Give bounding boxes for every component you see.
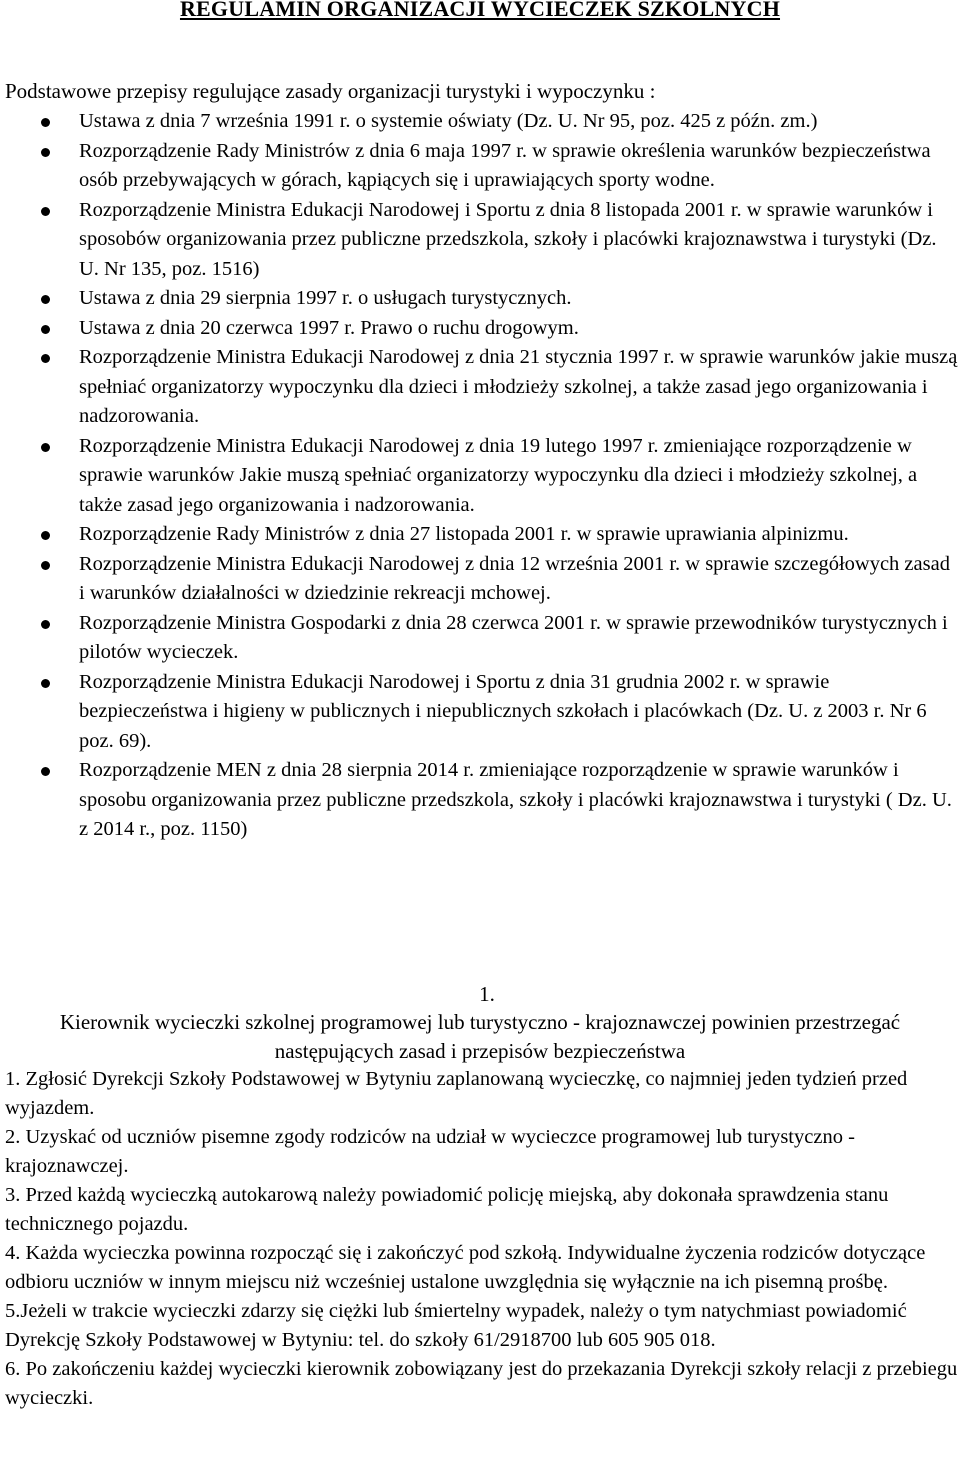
bullet-icon <box>41 148 50 157</box>
rule-item: 3. Przed każdą wycieczką autokarową należy powiadomić policję miejską, aby dokonała sprawdzenia stanu technicznego pojazdu. <box>5 1184 889 1235</box>
bullet-icon <box>41 679 50 688</box>
list-item <box>0 550 960 609</box>
list-item <box>0 284 960 314</box>
document-title: REGULAMIN ORGANIZACJI WYCIECZEK SZKOLNYCH <box>179 0 781 21</box>
section-heading: Kierownik wycieczki szkolnej programowej lub turystyczno - krajoznawczej powinien przestrzegać następujących zasad i przepisów bezpieczeństwa <box>59 1010 901 1063</box>
list-item <box>0 314 960 344</box>
bullet-icon <box>41 295 50 304</box>
list-item <box>0 137 960 196</box>
list-item-text: Ustawa z dnia 29 sierpnia 1997 r. o usługach turystycznych. <box>79 287 572 309</box>
rule-item: 6. Po zakończeniu każdej wycieczki kierownik zobowiązany jest do przekazania Dyrekcji szkoły relacji z przebiegu wycieczki. <box>5 1358 958 1409</box>
bullet-icon <box>41 325 50 334</box>
bullet-icon <box>41 620 50 629</box>
list-item-text: Rozporządzenie Rady Ministrów z dnia 6 maja 1997 r. w sprawie określenia warunków bezpieczeństwa osób przebywających w górach, kąpiących się i uprawiających sporty wodne. <box>79 139 931 191</box>
list-item-text: Rozporządzenie Ministra Edukacji Narodowej z dnia 19 lutego 1997 r. zmieniające rozporządzenie w sprawie warunków Jakie muszą spełniać organizatorzy wypoczynku dla dzieci i młodzieży szkolnej, a także zasad jego organizowania i nadzorowania. <box>79 434 918 516</box>
bullet-icon <box>41 561 50 570</box>
list-item <box>0 432 960 521</box>
bullet-icon <box>41 531 50 540</box>
bullet-icon <box>41 207 50 216</box>
list-item <box>0 609 960 668</box>
list-item <box>0 107 960 137</box>
list-item-text: Rozporządzenie MEN z dnia 28 sierpnia 2014 r. zmieniające rozporządzenie w sprawie warunków i sposobu organizowania przez publiczne przedszkola, szkoły i placówki krajoznawstwa i turystyki ( Dz. U. z 2014 r., poz. 1150) <box>79 759 952 840</box>
section-number-text: 1. <box>479 982 495 1006</box>
section-number <box>0 980 960 1008</box>
intro-text: Podstawowe przepisy regulujące zasady organizacji turystyki i wypoczynku : <box>5 79 656 103</box>
list-item-text: Ustawa z dnia 7 września 1991 r. o systemie oświaty (Dz. U. Nr 95, poz. 425 z późn. zm.) <box>79 110 818 132</box>
bullet-icon <box>41 118 50 127</box>
list-item-text: Rozporządzenie Rady Ministrów z dnia 27 listopada 2001 r. w sprawie uprawiania alpinizmu. <box>79 523 849 545</box>
regulations-list <box>0 107 960 845</box>
list-item-text: Rozporządzenie Ministra Edukacji Narodowej z dnia 21 stycznia 1997 r. w sprawie warunków jakie muszą spełniać organizatorzy wypoczynku dla dzieci i młodzieży szkolnej, a także zasad jego organizowania i nadzorowania. <box>79 346 958 427</box>
rule-item: 2. Uzyskać od uczniów pisemne zgody rodziców na udział w wycieczce programowej lub turystyczno - krajoznawczej. <box>5 1126 855 1177</box>
rule-item: 4. Każda wycieczka powinna rozpocząć się i zakończyć pod szkołą. Indywidualne życzenia rodziców dotyczące odbioru uczniów w innym miejscu niż wcześniej ustalone uwzględnia się wyłącznie na ich pisemną prośbę. <box>5 1242 926 1293</box>
list-item-text: Rozporządzenie Ministra Edukacji Narodowej i Sportu z dnia 31 grudnia 2002 r. w sprawie bezpieczeństwa i higieny w publicznych i niepublicznych szkołach i placówkach (Dz. U. z 2003 r. Nr 6 poz. 69). <box>79 670 927 752</box>
list-item <box>0 520 960 550</box>
list-item-text: Ustawa z dnia 20 czerwca 1997 r. Prawo o ruchu drogowym. <box>79 316 579 339</box>
list-item <box>0 668 960 757</box>
rules-list <box>5 1065 960 1413</box>
list-item-text: Rozporządzenie Ministra Gospodarki z dnia 28 czerwca 2001 r. w sprawie przewodników turystycznych i pilotów wycieczek. <box>79 611 948 663</box>
list-item <box>0 196 960 285</box>
rule-item: 1. Zgłosić Dyrekcji Szkoły Podstawowej w Bytyniu zaplanowaną wycieczkę, co najmniej jeden tydzień przed wyjazdem. <box>5 1068 908 1119</box>
rule-item: 5.Jeżeli w trakcie wycieczki zdarzy się ciężki lub śmiertelny wypadek, należy o tym natychmiast powiadomić Dyrekcję Szkoły Podstawowej w Bytyniu: tel. do szkoły 61/2918700 lub 605 905 018. <box>5 1300 907 1351</box>
list-item <box>0 756 960 845</box>
bullet-icon <box>41 443 50 452</box>
list-item-text: Rozporządzenie Ministra Edukacji Narodowej z dnia 12 września 2001 r. w sprawie szczegółowych zasad i warunków działalności w dziedzinie rekreacji mchowej. <box>79 552 950 604</box>
bullet-icon <box>41 354 50 363</box>
bullet-icon <box>41 767 50 776</box>
list-item <box>0 343 960 432</box>
list-item-text: Rozporządzenie Ministra Edukacji Narodowej i Sportu z dnia 8 listopada 2001 r. w sprawie warunków i sposobów organizowania przez publiczne przedszkola, szkoły i placówki krajoznawstwa i turystyki (Dz. U. Nr 135, poz. 1516) <box>79 198 937 280</box>
